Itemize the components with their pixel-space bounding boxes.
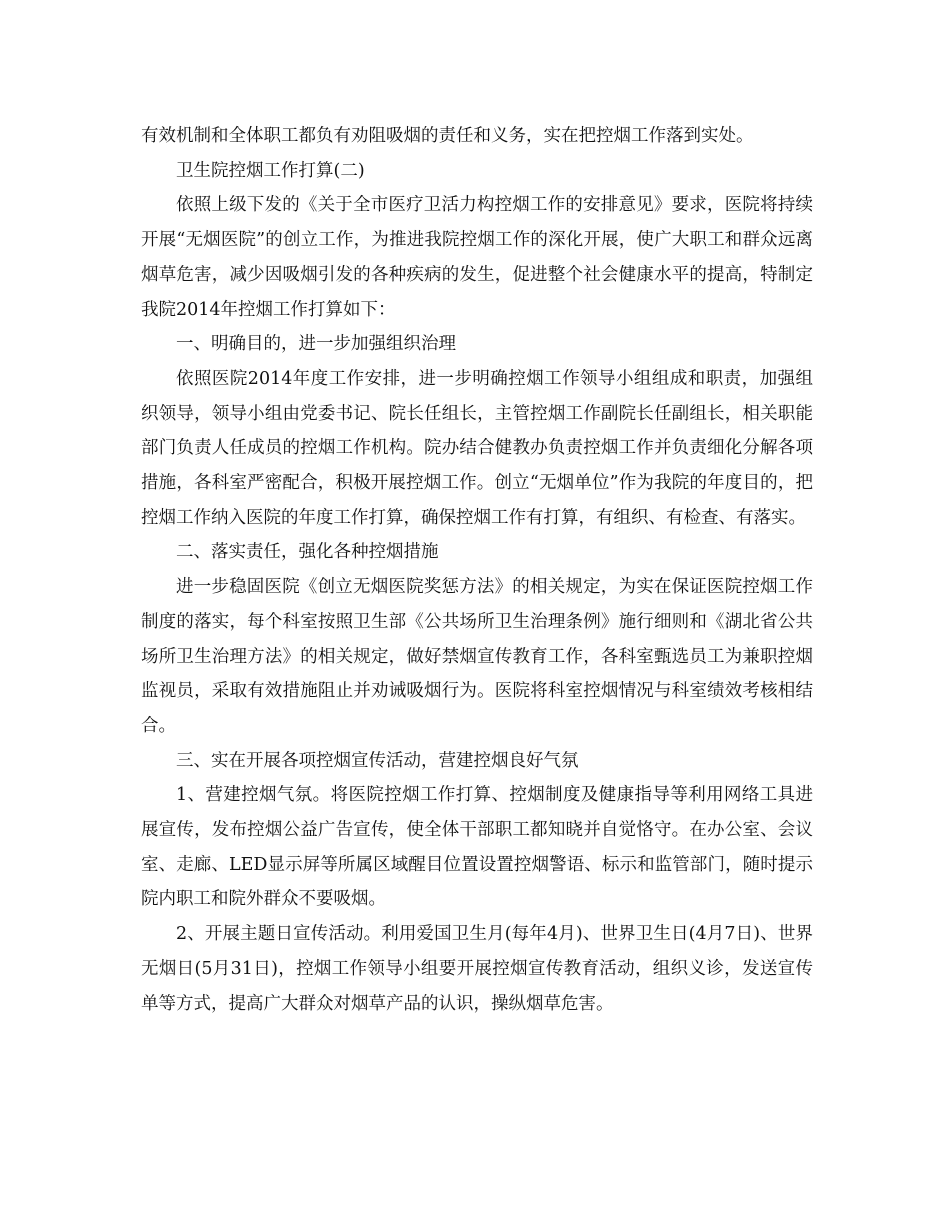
paragraph-continuation: 有效机制和全体职工都负有劝阻吸烟的责任和义务，实在把控烟工作落到实处。 bbox=[141, 126, 754, 146]
document-body bbox=[141, 119, 813, 1021]
heading-section-3: 三、实在开展各项控烟宣传活动，营建控烟良好气氛 bbox=[176, 750, 579, 771]
paragraph-item-2: 2、开展主题日宣传活动。利用爱国卫生月(每年4月)、世界卫生日(4月7日)、世界无烟日(5月31日)，控烟工作领导小组要开展控烟宣传教育活动，组织义诊，发送宣传单等方式，提高广大群众对烟草产品的认识，操纵烟草危害。 bbox=[141, 924, 813, 1014]
paragraph-intro: 依照上级下发的《关于全市医疗卫活力构控烟工作的安排意见》要求，医院将持续开展“无烟医院”的创立工作，为推进我院控烟工作的深化开展，使广大职工和群众远离烟草危害，减少因吸烟引发的各种疾病的发生，促进整个社会健康水平的提高，特制定我院2014年控烟工作打算如下： bbox=[141, 195, 813, 320]
heading-section-2: 二、落实责任，强化各种控烟措施 bbox=[176, 542, 439, 563]
paragraph-item-1: 1、营建控烟气氛。将医院控烟工作打算、控烟制度及健康指导等利用网络工具进展宣传，发布控烟公益广告宣传，使全体干部职工都知晓并自觉恪守。在办公室、会议室、走廊、LED显示屏等所属区域醒目位置设置控烟警语、标示和监管部门，随时提示院内职工和院外群众不要吸烟。 bbox=[141, 785, 813, 910]
heading-section-1: 一、明确目的，进一步加强组织治理 bbox=[176, 334, 456, 355]
section-title: 卫生院控烟工作打算(二) bbox=[176, 160, 365, 181]
paragraph-section-2: 进一步稳固医院《创立无烟医院奖惩方法》的相关规定，为实在保证医院控烟工作制度的落实，每个科室按照卫生部《公共场所卫生治理条例》施行细则和《湖北省公共场所卫生治理方法》的相关规定，做好禁烟宣传教育工作，各科室甄选员工为兼职控烟监视员，采取有效措施阻止并劝诫吸烟行为。医院将科室控烟情况与科室绩效考核相结合。 bbox=[141, 577, 813, 736]
paragraph-section-1: 依照医院2014年度工作安排，进一步明确控烟工作领导小组组成和职责，加强组织领导，领导小组由党委书记、院长任组长，主管控烟工作副院长任副组长，相关职能部门负责人任成员的控烟工作机构。院办结合健教办负责控烟工作并负责细化分解各项措施，各科室严密配合，积极开展控烟工作。创立“无烟单位”作为我院的年度目的，把控烟工作纳入医院的年度工作打算，确保控烟工作有打算，有组织、有检查、有落实。 bbox=[141, 368, 813, 528]
